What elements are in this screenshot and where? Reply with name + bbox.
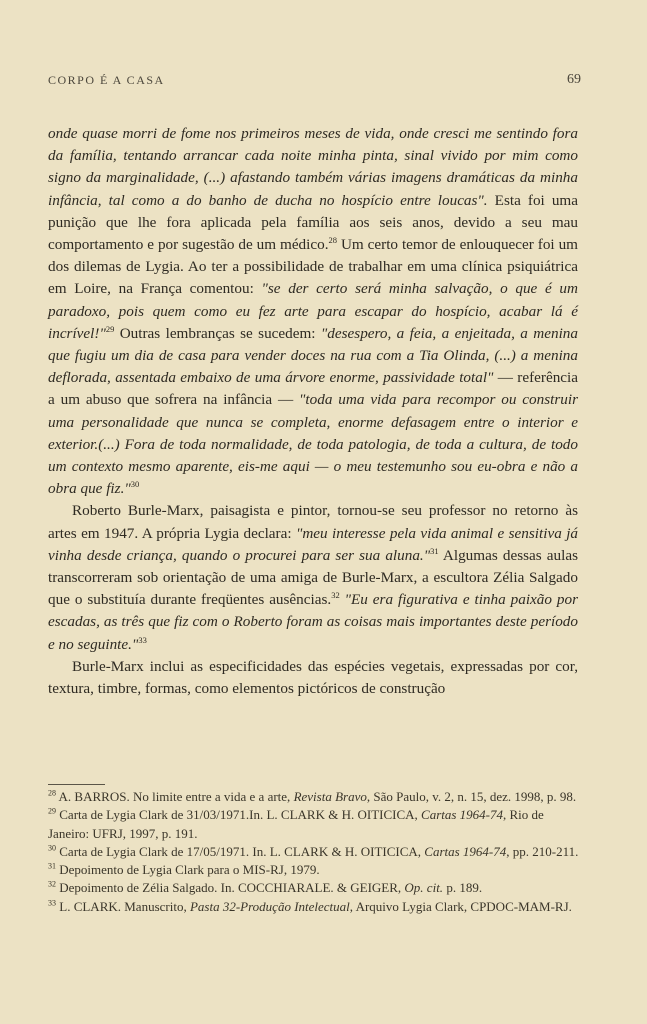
footnote-title: Revista Bravo	[293, 789, 367, 804]
footnote-text: , pp. 210-211.	[506, 843, 579, 859]
footnote-ref: 30	[130, 479, 140, 490]
footnote-title: Pasta 32-Produção Intelectual	[189, 898, 350, 914]
body-span: Outras lembranças se sucedem:	[114, 324, 321, 342]
footnote-text: Depoimento de Zélia Salgado. In. COCCHIARALE. & GEIGER,	[56, 880, 405, 896]
footnote-number: 29	[48, 806, 56, 816]
running-head: CORPO É A CASA	[48, 73, 165, 87]
footnote-text: , São Paulo, v. 2, n. 15, dez. 1998, p. 98.	[366, 789, 577, 804]
footnote-number: 33	[48, 898, 56, 908]
quote-text: "se der certo será minha salvação, o que é um paradoxo, pois quem como eu fez arte para escapar do hospício, acabar lá é incrível!"	[48, 280, 578, 342]
footnote-number: 31	[48, 861, 56, 871]
paragraph-2	[48, 500, 578, 655]
body-span: Esta foi uma punição que lhe fora aplicada pela família aos seis anos, devido a seu mau comportamento e por sugestão de um médico.	[48, 191, 578, 254]
body-span: Um certo temor de enlouquecer foi um dos dilemas de Lygia. Ao ter a possibilidade de trabalhar em uma clínica psiquiátrica em Loire, na França comentou:	[48, 236, 578, 298]
footnote-30	[48, 843, 580, 861]
body-span: Roberto Burle-Marx, paisagista e pintor, tornou-se seu professor no retorno às artes em 1947. A própria Lygia declara:	[48, 502, 578, 542]
body-span: Algumas dessas aulas transcorreram sob orientação de uma amiga de Burle-Marx, a escultora Zélia Salgado que o substituía durante freqüentes ausências.	[48, 546, 579, 609]
footnote-number: 30	[48, 843, 56, 853]
footnote-number: 28	[48, 788, 56, 798]
quote-text: "Eu era figurativa e tinha paixão por escadas, as três que fiz com o Roberto foram as coisas mais importantes deste período e no seguinte."	[48, 591, 579, 653]
paragraph-1	[48, 123, 578, 500]
footnote-title: Cartas 1964-74	[424, 843, 507, 859]
footnote-text: , Rio de Janeiro: UFRJ, 1997, p. 191.	[48, 807, 544, 841]
footnote-text: L. CLARK. Manuscrito,	[56, 898, 190, 914]
footnote-33	[48, 898, 580, 916]
footnote-ref: 32	[331, 590, 340, 601]
quote-text: "meu interesse pela vida animal e sensitiva já vinha desde criança, quando o procurei para ser sua aluna."	[48, 524, 579, 564]
footnote-text: Depoimento de Lygia Clark para o MIS-RJ, 1979.	[56, 862, 320, 878]
footnote-29	[48, 806, 580, 843]
footnote-number: 32	[48, 880, 56, 890]
footnote-ref: 28	[328, 234, 337, 245]
quote-text: "desespero, a feia, a enjeitada, a menina que fugiu um dia de casa para vender doces na rua com a Tia Olinda, (...) a menina deflorada, assentada embaixo de uma árvore enorme, passividade total"	[48, 324, 578, 387]
footnotes	[48, 788, 580, 916]
footnote-ref: 29	[105, 323, 115, 334]
body-span: — referência a um abuso que sofrera na infância —	[48, 369, 578, 409]
paragraph-3	[48, 656, 578, 700]
footnote-text: p. 189.	[443, 880, 483, 896]
footnote-text: , Arquivo Lygia Clark, CPDOC-MAM-RJ.	[349, 898, 572, 914]
footnote-32	[48, 879, 580, 897]
quote-text: onde quase morri de fome nos primeiros meses de vida, onde cresci me sentindo fora da família, tentando arrancar cada noite minha pinta, sinal vivido por mim como signo da marginalidade, (...) afastando também várias imagens dramáticas da minha infância, tal como a do banho de ducha no hospício entre loucas".	[48, 125, 578, 209]
quote-text: "toda uma vida para recompor ou construir uma personalidade que nunca se completa, enorme defasagem entre o interior e exterior.(...) Fora de toda normalidade, de toda patologia, de toda a cultura, de todo um contexto mesmo aparente, eis-me aqui — o meu testemunho sou eu-obra e não a obra que fiz."	[48, 391, 578, 498]
body-span: Burle-Marx inclui as especificidades das espécies vegetais, expressadas por cor, textura, timbre, formas, como elementos pictóricos de construção	[48, 657, 578, 698]
footnote-ref: 33	[138, 634, 147, 645]
footnote-28	[48, 788, 580, 806]
footnote-ref: 31	[430, 545, 439, 556]
footnote-title: Cartas 1964-74	[421, 807, 504, 823]
page-number: 69	[567, 72, 581, 87]
footnote-text: A. BARROS. No limite entre a vida e a arte,	[56, 789, 294, 804]
body-text	[48, 123, 578, 700]
footnote-text: Carta de Lygia Clark de 31/03/1971.In. L. CLARK & H. OITICICA,	[56, 807, 422, 823]
footnote-text: Carta de Lygia Clark de 17/05/1971. In. L. CLARK & H. OITICICA,	[56, 843, 425, 859]
footnote-31	[48, 861, 580, 879]
footnote-title: Op. cit.	[404, 880, 444, 896]
footnote-divider	[48, 784, 105, 785]
